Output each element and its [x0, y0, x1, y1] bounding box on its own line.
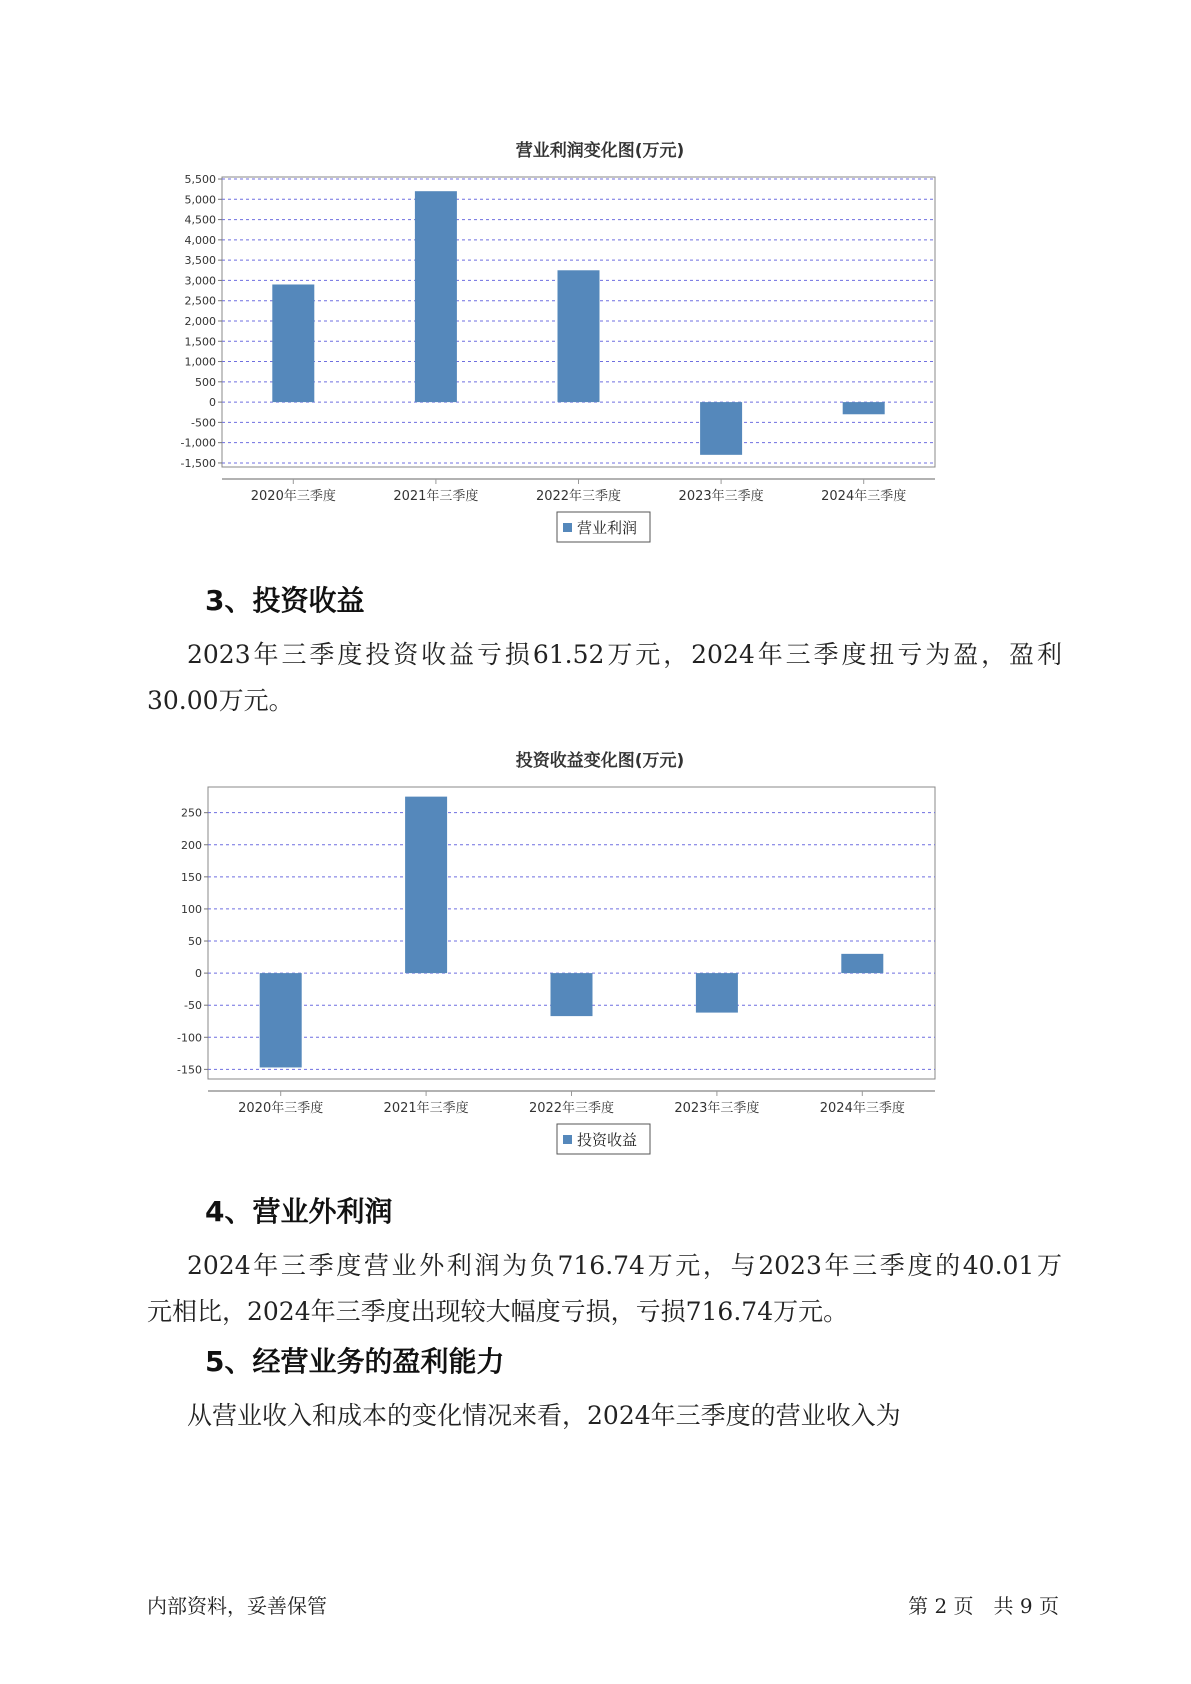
y-tick-label: -500 — [191, 416, 216, 430]
y-tick-label: 150 — [181, 870, 202, 884]
y-tick-label: 2,500 — [184, 294, 216, 308]
paragraph-non-operating-profit — [147, 1243, 1062, 1335]
bar — [260, 973, 302, 1067]
bar — [551, 973, 593, 1016]
y-tick-label: 3,000 — [184, 274, 216, 288]
x-tick-label: 2023年三季度 — [678, 489, 764, 504]
bar — [696, 973, 738, 1012]
footer-page-number: 第 2 页 共 9 页 — [908, 1594, 1059, 1618]
section-heading-investment-income: 3、投资收益 — [205, 584, 365, 617]
investment-income-chart — [150, 742, 1050, 1162]
y-tick-label: 0 — [209, 396, 216, 410]
y-tick-label: 250 — [181, 806, 202, 820]
y-tick-label: 5,000 — [184, 193, 216, 207]
footer-left-confidential: 内部资料，妥善保管 — [147, 1594, 327, 1618]
chart-title: 投资收益变化图(万元) — [515, 751, 685, 771]
x-tick-label: 2022年三季度 — [535, 489, 622, 504]
paragraph-line: 从营业收入和成本的变化情况来看，2024年三季度的营业收入为 — [187, 1401, 901, 1430]
y-tick-label: 200 — [181, 838, 202, 852]
bar — [700, 402, 742, 455]
x-tick-label: 2024年三季度 — [819, 1101, 905, 1116]
operating-profit-chart — [150, 130, 1050, 550]
x-tick-label: 2020年三季度 — [250, 489, 336, 504]
x-tick-label: 2020年三季度 — [238, 1101, 324, 1116]
paragraph-investment-income — [147, 632, 1062, 724]
y-tick-label: 4,500 — [184, 213, 216, 227]
y-tick-label: 5,500 — [184, 173, 216, 187]
legend-label: 投资收益 — [577, 1131, 638, 1149]
bar — [415, 191, 457, 402]
y-tick-label: 50 — [188, 935, 202, 949]
y-tick-label: 1,000 — [184, 355, 216, 369]
plot-area — [208, 787, 935, 1079]
y-tick-label: -1,500 — [180, 456, 216, 470]
y-tick-label: 500 — [195, 375, 216, 389]
bar — [841, 954, 883, 973]
paragraph-line: 2024年三季度营业外利润为负716.74万元，与2023年三季度的40.01万 — [187, 1251, 1062, 1280]
x-tick-label: 2023年三季度 — [674, 1101, 760, 1116]
paragraph-line: 2023年三季度投资收益亏损61.52万元，2024年三季度扭亏为盈，盈利 — [187, 640, 1062, 669]
bar — [558, 270, 600, 402]
x-tick-label: 2022年三季度 — [528, 1101, 615, 1116]
y-tick-label: -150 — [177, 1063, 202, 1077]
y-tick-label: 3,500 — [184, 254, 216, 268]
bar — [405, 797, 447, 973]
paragraph-line: 30.00万元。 — [147, 686, 294, 715]
y-tick-label: 0 — [195, 967, 202, 981]
y-tick-label: 4,000 — [184, 233, 216, 247]
y-tick-label: -100 — [177, 1031, 202, 1045]
x-tick-label: 2021年三季度 — [393, 489, 479, 504]
section-heading-non-operating-profit: 4、营业外利润 — [205, 1195, 393, 1228]
x-tick-label: 2021年三季度 — [383, 1101, 469, 1116]
y-tick-label: 100 — [181, 902, 202, 916]
y-tick-label: -50 — [184, 999, 202, 1013]
legend-swatch — [563, 523, 572, 532]
section-heading-profitability: 5、经营业务的盈利能力 — [205, 1345, 505, 1378]
paragraph-line: 元相比，2024年三季度出现较大幅度亏损，亏损716.74万元。 — [147, 1297, 849, 1326]
x-tick-label: 2024年三季度 — [821, 489, 907, 504]
legend-label: 营业利润 — [577, 519, 638, 537]
y-tick-label: 2,000 — [184, 314, 216, 328]
y-tick-label: -1,000 — [180, 436, 216, 450]
legend-swatch — [563, 1135, 572, 1144]
investment-income-chart-svg — [150, 742, 1050, 1162]
bar — [843, 402, 885, 414]
chart-title: 营业利润变化图(万元) — [515, 141, 685, 161]
bar — [272, 284, 314, 402]
y-tick-label: 1,500 — [184, 335, 216, 349]
paragraph-profitability — [147, 1393, 1062, 1439]
operating-profit-chart-svg — [150, 130, 1050, 550]
